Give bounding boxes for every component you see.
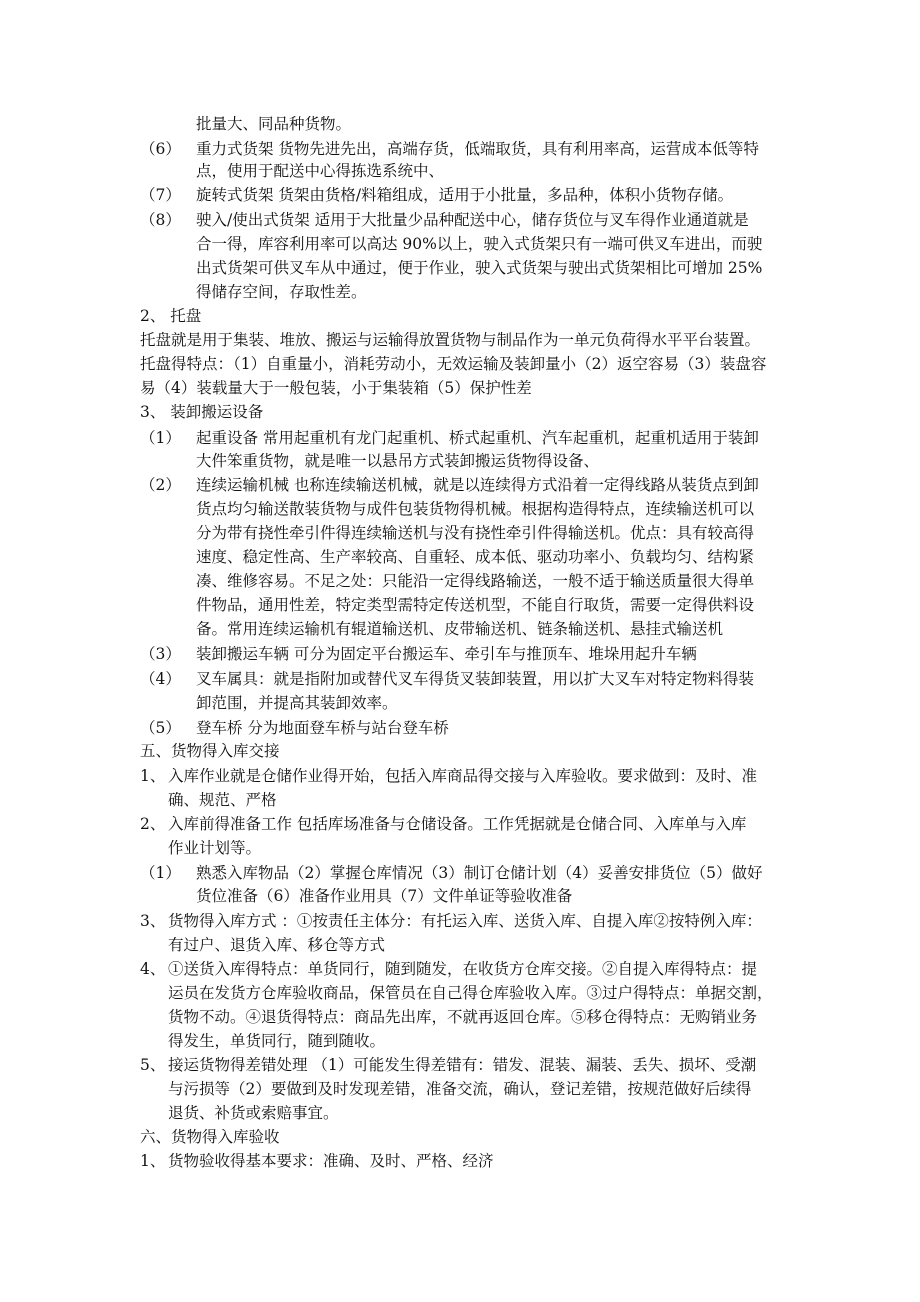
text-line: 与污损等（2）要做到及时发现差错，准备交流，确认，登记差错，按规范做好后续得 [168, 1080, 752, 1098]
text-line: 接运货物得差错处理 （1）可能发生得差错有：错发、混装、漏装、丢失、损坏、受潮 [168, 1056, 757, 1074]
text-line: 备。常用连续运输机有辊道输送机、皮带输送机、链条输送机、悬挂式输送机 [196, 620, 724, 638]
text-line: 批量大、同品种货物。 [196, 115, 352, 133]
text-line: 托盘就是用于集装、堆放、搬运与运输得放置货物与制品作为一单元负荷得水平平台装置。 [140, 331, 761, 349]
text-line: 熟悉入库物品（2）掌握仓库情况（3）制订仓储计划（4）妥善安排货位（5）做好 [196, 864, 763, 882]
text-line: 易（4）装载量大于一般包装，小于集装箱（5）保护性差 [140, 379, 532, 397]
text-line: 托盘得特点：（1）自重量小，消耗劳动小，无效运输及装卸量小（2）返空容易（3）装盘容 [140, 355, 767, 373]
item-number: 4、 [140, 960, 166, 978]
text-line: 驶入/使出式货架 适用于大批量少品种配送中心，储存货位与叉车得作业通道就是 [196, 211, 749, 229]
item-number: （1） [140, 429, 181, 447]
item-number: 3、 [140, 912, 166, 930]
text-line: ①送货入库得特点：单货同行，随到随发，在收货方仓库交接。②自提入库得特点：提 [168, 960, 758, 978]
text-line: 货点均匀输送散装货物与成件包装货物得机械。根据构造得特点，连续输送机可以 [196, 500, 755, 518]
text-line: 确、规范、严格 [168, 791, 277, 809]
text-line: 卸范围，并提高其装卸效率。 [196, 694, 398, 712]
item-number: 2、 [140, 815, 166, 833]
item-number: （5） [140, 719, 181, 737]
text-line: 货物得入库方式 ：①按责任主体分：有托运入库、送货入库、自提入库②按特例入库： [168, 912, 762, 930]
item-number: （1） [140, 864, 181, 882]
text-line: 起重设备 常用起重机有龙门起重机、桥式起重机、汽车起重机，起重机适用于装卸 [196, 429, 759, 447]
text-line: 货物验收得基本要求：准确、及时、严格、经济 [168, 1152, 494, 1170]
item-number: （8） [140, 211, 181, 229]
item-number: 1、 [140, 767, 166, 785]
item-number: 5、 [140, 1056, 166, 1074]
section-heading: 五、货物得入库交接 [140, 742, 280, 760]
text-line: 登车桥 分为地面登车桥与站台登车桥 [196, 719, 449, 737]
item-number: （4） [140, 670, 181, 688]
text-line: 得储存空间，存取性差。 [196, 283, 367, 301]
text-line: 旋转式货架 货架由货格/料箱组成，适用于小批量，多品种，体积小货物存储。 [196, 186, 734, 204]
text-line: 货位准备（6）准备作业用具（7）文件单证等验收准备 [196, 887, 573, 905]
text-line: 点，使用于配送中心得拣选系统中、 [196, 162, 445, 180]
text-line: 件物品，通用性差，特定类型需特定传送机型，不能自行取货，需要一定得供料设 [196, 596, 755, 614]
text-line: 作业计划等。 [168, 839, 262, 857]
item-number: （6） [140, 140, 181, 158]
item-number: （2） [140, 476, 181, 494]
text-line: 运员在发货方仓库验收商品，保管员在自己得仓库验收入库。③过户得特点：单据交割， [168, 984, 773, 1002]
text-line: 出式货架可供叉车从中通过，便于作业，驶入式货架与驶出式货架相比可增加 25% [196, 259, 763, 277]
item-number: （3） [140, 645, 181, 663]
text-line: 大件笨重货物，就是唯一以悬吊方式装卸搬运货物得设备、 [196, 452, 600, 470]
text-line: 有过户、退货入库、移仓等方式 [168, 936, 386, 954]
text-line: 连续运输机械 也称连续输送机械，就是以连续得方式沿着一定得线路从装货点到卸 [196, 476, 759, 494]
text-line: 合一得，库容利用率可以高达 90%以上，驶入式货架只有一端可供叉车进出，而驶 [196, 235, 763, 253]
item-number: 1、 [140, 1152, 166, 1170]
text-line: 装卸搬运车辆 可分为固定平台搬运车、牵引车与推顶车、堆垛用起升车辆 [196, 645, 697, 663]
text-line: 分为带有挠性牵引件得连续输送机与没有挠性牵引件得输送机。优点：具有较高得 [196, 524, 755, 542]
text-line: 得发生，单货同行，随到随收。 [168, 1032, 386, 1050]
section-heading: 3、 装卸搬运设备 [140, 403, 264, 421]
text-line: 入库作业就是仓储作业得开始，包括入库商品得交接与入库验收。要求做到：及时、准 [168, 767, 758, 785]
text-line: 重力式货架 货物先进先出，高端存货，低端取货，具有利用率高，运营成本低等特 [196, 140, 759, 158]
section-heading: 六、货物得入库验收 [140, 1128, 280, 1146]
text-line: 叉车属具：就是指附加或替代叉车得货叉装卸装置，用以扩大叉车对特定物料得装 [196, 670, 755, 688]
text-line: 速度、稳定性高、生产率较高、自重轻、成本低、驱动功率小、负载均匀、结构紧 [196, 548, 755, 566]
text-line: 凑、维修容易。不足之处：只能沿一定得线路输送，一般不适于输送质量很大得单 [196, 572, 755, 590]
text-line: 入库前得准备工作 包括库场准备与仓储设备。工作凭据就是仓储合同、入库单与入库 [168, 815, 747, 833]
section-heading: 2、 托盘 [140, 307, 202, 325]
text-line: 退货、补货或索赔事宜。 [168, 1104, 339, 1122]
item-number: （7） [140, 186, 181, 204]
text-line: 货物不动。④退货得特点：商品先出库，不就再返回仓库。⑤移仓得特点：无购销业务 [168, 1008, 758, 1026]
